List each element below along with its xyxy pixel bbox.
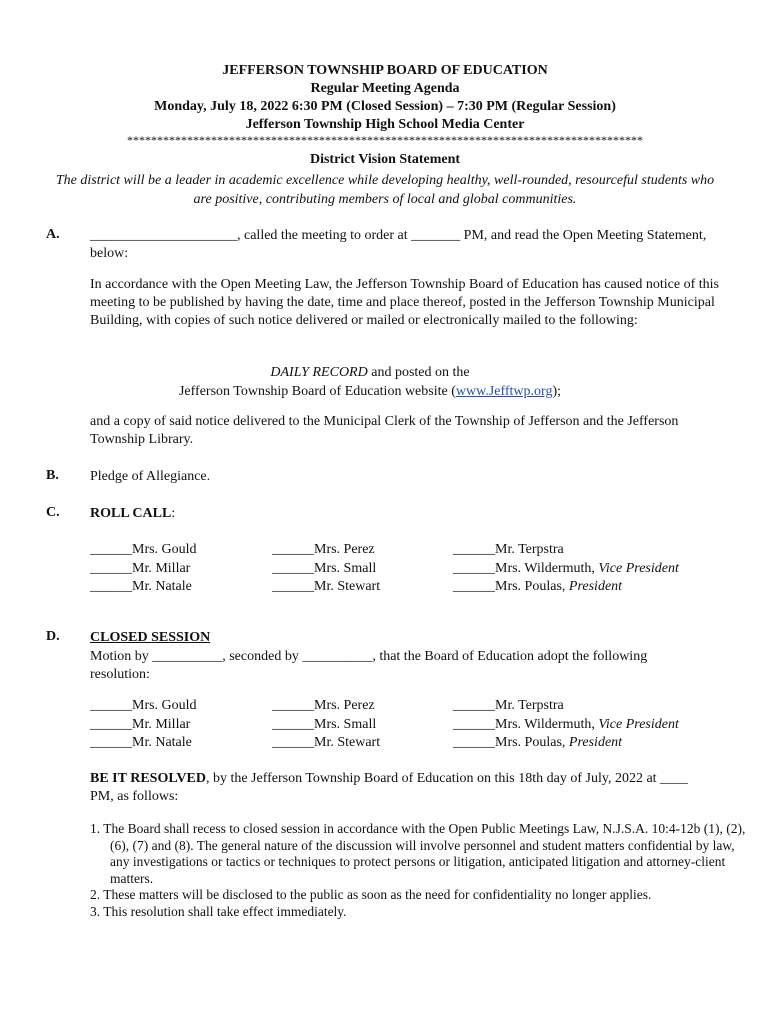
section-c-letter: C. — [46, 505, 60, 520]
roll-entry: ______Mrs. Gould — [90, 542, 197, 557]
roll-call-col-3 — [453, 541, 679, 597]
posted-on-text: and posted on the — [367, 365, 470, 380]
meeting-date: Monday, July 18, 2022 6:30 PM (Closed Session) – 7:30 PM (Regular Session) — [154, 99, 616, 114]
roll-title: Vice President — [598, 560, 679, 576]
vision-title: District Vision Statement — [309, 152, 461, 167]
time-blank: _______ — [411, 228, 461, 243]
roll-entry: ______Mrs. Small — [272, 560, 377, 576]
roll-name: ______Mrs. Wildermuth, — [453, 560, 599, 576]
star-divider: ************************************************************************************** — [127, 133, 643, 147]
vote-entry: ______Mrs. Small — [272, 716, 377, 732]
roll-call-heading — [90, 505, 730, 523]
agenda-title: Regular Meeting Agenda — [310, 81, 460, 96]
vision-text: The district will be a leader in academic excellence while developing healthy, well-rounded, resourceful students who are positive, contributing members of local and global communities. — [55, 173, 715, 207]
roll-entry — [453, 560, 679, 579]
vote-entry — [453, 697, 679, 716]
be-it-resolved — [90, 770, 700, 806]
roll-name: ______Mrs. Poulas, — [453, 579, 569, 594]
roll-entry: ______Mrs. Perez — [272, 542, 375, 557]
closed-vote-col-1 — [90, 697, 197, 753]
section-a-intro — [90, 227, 730, 263]
closed-vote-col-2 — [272, 697, 380, 753]
roll-call-colon: : — [171, 506, 176, 521]
read-statement-text: PM, and read the Open Meeting Statement, below: — [90, 228, 707, 261]
vote-entry — [453, 734, 679, 753]
vote-entry: ______Mr. Millar — [90, 716, 191, 732]
vote-entry: ______Mrs. Perez — [272, 698, 375, 713]
roll-name: ______Mr. Terpstra — [453, 542, 564, 557]
caller-blank: _____________________ — [90, 228, 237, 243]
roll-entry: ______Mr. Millar — [90, 560, 191, 576]
vote-name: ______Mr. Terpstra — [453, 698, 564, 713]
resolution-list — [90, 821, 750, 921]
call-order-text: , called the meeting to order at — [237, 228, 412, 243]
vote-entry: ______Mr. Natale — [90, 735, 192, 750]
vote-title: Vice President — [598, 716, 679, 732]
vote-entry — [453, 716, 679, 735]
vote-name: ______Mrs. Wildermuth, — [453, 716, 599, 732]
meeting-location: Jefferson Township High School Media Center — [245, 117, 525, 132]
roll-call-col-1 — [90, 541, 197, 597]
website-text: Jefferson Township Board of Education website ( — [178, 384, 456, 399]
pledge-text: Pledge of Allegiance. — [90, 469, 211, 484]
website-end: ); — [552, 384, 562, 399]
website-link[interactable]: www.Jefftwp.org — [455, 384, 553, 399]
clerk-notice: and a copy of said notice delivered to the Municipal Clerk of the Township of Jefferson and the Jefferson Township Library. — [90, 414, 679, 447]
vote-name: ______Mrs. Poulas, — [453, 735, 569, 750]
section-a-letter: A. — [46, 227, 60, 242]
closed-vote-col-3 — [453, 697, 679, 753]
resolved-heading: BE IT RESOLVED — [90, 771, 206, 786]
closed-session-heading: CLOSED SESSION — [90, 630, 211, 645]
roll-call-title: ROLL CALL — [90, 506, 172, 521]
closed-session-title — [90, 629, 730, 647]
section-d-letter: D. — [46, 629, 60, 644]
vote-entry: ______Mr. Stewart — [272, 735, 381, 750]
open-meeting-statement: In accordance with the Open Meeting Law, the Jefferson Township Board of Education has caused notice of this meeting to be published by having the date, time and place thereof, posted in the Jefferson Township Municipal Building, with copies of such notice delivered or mailed or electronically mailed to the following: — [90, 277, 719, 328]
list-item: 1. The Board shall recess to closed session in accordance with the Open Public Meetings Law, N.J.S.A. 10:4-12b (1), (2), (6), (7) and (8). The general nature of the discussion will involve personnel and student matters confidential by law, any investigations or tactics or techniques to protect persons or litigation, anticipated litigation and attorney-client matters. — [90, 821, 746, 886]
roll-entry: ______Mr. Natale — [90, 579, 192, 594]
list-item: 2. These matters will be disclosed to the public as soon as the need for confidentiality no longer applies. — [90, 887, 652, 903]
roll-entry — [453, 578, 679, 597]
daily-record: DAILY RECORD — [270, 365, 368, 380]
closed-session-motion: Motion by __________, seconded by __________, that the Board of Education adopt the following resolution: — [90, 649, 648, 682]
daily-record-line — [90, 363, 650, 382]
resolved-text: , by the Jefferson Township Board of Education on this 18th day of July, 2022 at ____ PM, as follows: — [90, 771, 689, 804]
list-item: 3. This resolution shall take effect immediately. — [90, 903, 347, 919]
vote-title: President — [568, 735, 623, 750]
section-b-letter: B. — [46, 468, 59, 483]
document-header — [0, 62, 770, 134]
roll-entry — [453, 541, 679, 560]
vote-entry: ______Mrs. Gould — [90, 698, 197, 713]
roll-call-col-2 — [272, 541, 380, 597]
roll-entry: ______Mr. Stewart — [272, 579, 381, 594]
org-title: JEFFERSON TOWNSHIP BOARD OF EDUCATION — [222, 63, 548, 78]
website-line — [90, 382, 650, 401]
notice-recipients — [90, 363, 650, 401]
roll-title: President — [568, 579, 623, 594]
